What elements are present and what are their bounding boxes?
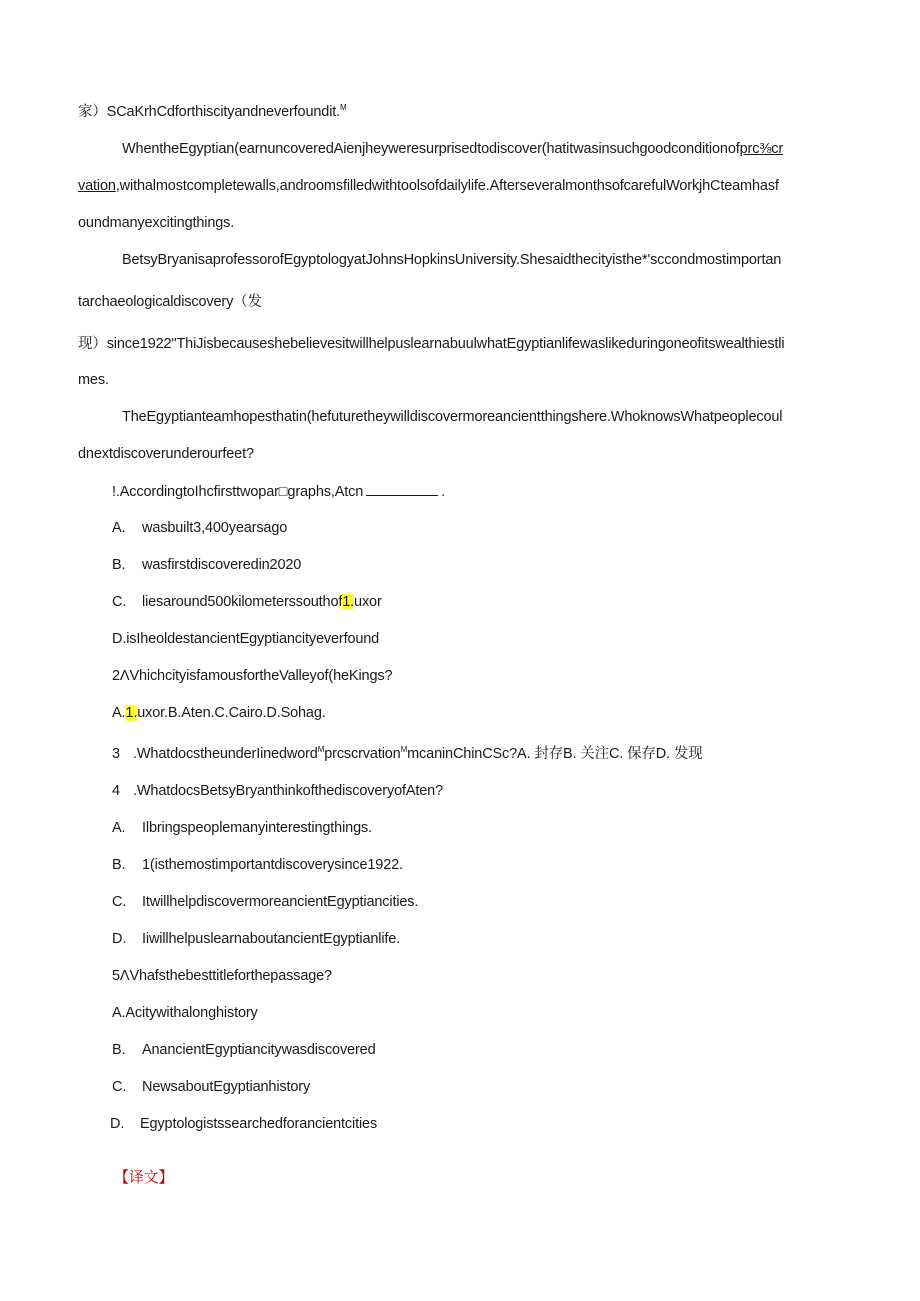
question-text: . <box>441 484 446 500</box>
option-letter: C. <box>112 594 127 610</box>
passage-line-9 <box>122 409 782 425</box>
question-text: mcaninChinCSc?A. 封存B. 关注C. 保存D. 发现 <box>407 746 703 762</box>
answer-blank <box>366 483 438 496</box>
passage-line-5 <box>122 252 781 268</box>
option-text: ItwillhelpdiscovermoreancientEgyptiancities. <box>142 894 419 910</box>
translation-heading-text: 【译文】 <box>114 1168 174 1186</box>
passage-line-6 <box>78 290 262 311</box>
passage-line-10 <box>78 446 254 462</box>
passage-text: oundmanyexcitingthings. <box>78 215 235 231</box>
passage-line-4 <box>78 215 234 231</box>
option-letter: C. <box>112 894 127 910</box>
option-text: uxor <box>354 594 382 610</box>
option-text: IiwillhelpuslearnaboutancientEgyptianlife. <box>142 931 401 947</box>
option-text: wasbuilt3,400yearsago <box>142 520 288 536</box>
question-text: .WhatdocstheunderIinedword <box>133 746 318 762</box>
passage-text: BetsyBryanisaprofessorofEgyptologyatJohnsHopkinsUniversity.Shesaidthecityisthe*'sccondmostimportan <box>122 252 782 268</box>
superscript-mark: M <box>317 745 325 755</box>
option-letter: A. <box>112 820 126 836</box>
question-4-option-b <box>112 857 403 873</box>
option-letter: D. <box>110 1116 125 1132</box>
option-text: A. <box>112 705 126 721</box>
question-5-option-b <box>112 1042 375 1058</box>
option-text: liesaround500kilometerssouthof <box>142 594 343 610</box>
question-text: prcscrvation <box>324 746 401 762</box>
question-1-option-d <box>112 631 379 647</box>
passage-text: mes. <box>78 372 109 388</box>
passage-line-1 <box>78 100 347 121</box>
question-4 <box>112 783 443 799</box>
question-3 <box>112 742 703 763</box>
question-text: 5ΛVhafsthebesttitleforthepassage? <box>112 968 332 984</box>
option-text: 1(isthemostimportantdiscoverysince1922. <box>142 857 403 873</box>
passage-text: dnextdiscoverunderourfeet? <box>78 446 254 462</box>
passage-text: WhentheEgyptian(earnuncoveredAienjheyweresurprisedtodiscover(hatitwasinsuchgoodconditionof <box>122 141 740 157</box>
question-1-option-a <box>112 520 287 536</box>
passage-line-8 <box>78 372 109 388</box>
highlighted-text: 1. <box>342 594 355 610</box>
passage-text: tarchaeologicaldiscovery（发 <box>78 294 262 310</box>
passage-line-2 <box>122 141 783 157</box>
question-1-option-b <box>112 557 301 573</box>
question-2 <box>112 668 392 684</box>
translation-heading <box>114 1166 173 1187</box>
option-letter: B. <box>112 857 126 873</box>
underlined-word: vation <box>78 178 116 194</box>
passage-text: 现）since1922"ThiJisbecauseshebelievesitwillhelpuslearnabuulwhatEgyptianlifewaslikeduringoneofitswealthiestli <box>78 336 785 352</box>
question-number: 4 <box>112 783 120 799</box>
question-text: !.AccordingtoIhcfirsttwopar□graphs,Atcn <box>112 484 364 500</box>
option-letter: B. <box>112 557 126 573</box>
question-5-option-a <box>112 1005 258 1021</box>
superscript-mark: M <box>400 745 408 755</box>
underlined-word: prc⅜cr <box>739 141 784 157</box>
option-text: D.isIheoldestancientEgyptiancityeverfound <box>112 631 380 647</box>
option-letter: D. <box>112 931 127 947</box>
passage-text: TheEgyptianteamhopesthatin(hefuturetheywilldiscovermoreancientthingshere.WhoknowsWhatpeoplecoul <box>122 409 783 425</box>
highlighted-text: 1. <box>125 705 138 721</box>
question-4-option-a <box>112 820 372 836</box>
question-4-option-c <box>112 894 418 910</box>
question-5-option-d <box>110 1116 377 1132</box>
question-1-option-c <box>112 594 382 610</box>
option-text: A.Acitywithalonghistory <box>112 1005 258 1021</box>
option-text: Ilbringspeoplemanyinterestingthings. <box>142 820 372 836</box>
option-text: Egyptologistssearchedforancientcities <box>140 1116 378 1132</box>
passage-text: ,withalmostcompletewalls,androomsfilledwithtoolsofdailylife.AfterseveralmonthsofcarefulWorkjhCteamhasf <box>115 178 779 194</box>
question-4-option-d <box>112 931 400 947</box>
question-2-options <box>112 705 326 721</box>
question-number: 3 <box>112 746 120 762</box>
option-letter: A. <box>112 520 126 536</box>
passage-line-7 <box>78 332 784 353</box>
option-text: uxor.B.Aten.C.Cairo.D.Sohag. <box>137 705 326 721</box>
question-5-option-c <box>112 1079 310 1095</box>
option-letter: B. <box>112 1042 126 1058</box>
option-text: wasfirstdiscoveredin2020 <box>142 557 302 573</box>
passage-text: 家）SCaKrhCdforthiscityandneverfoundit. <box>78 104 341 120</box>
superscript-mark: M <box>340 103 347 113</box>
question-5 <box>112 968 332 984</box>
question-1 <box>112 483 445 500</box>
option-letter: C. <box>112 1079 127 1095</box>
option-text: AnancientEgyptiancitywasdiscovered <box>142 1042 376 1058</box>
question-text: 2ΛVhichcityisfamousfortheValleyof(heKings? <box>112 668 393 684</box>
question-text: .WhatdocsBetsyBryanthinkofthediscoveryofAten? <box>133 783 443 799</box>
option-text: NewsaboutEgyptianhistory <box>142 1079 311 1095</box>
passage-line-3 <box>78 178 779 194</box>
